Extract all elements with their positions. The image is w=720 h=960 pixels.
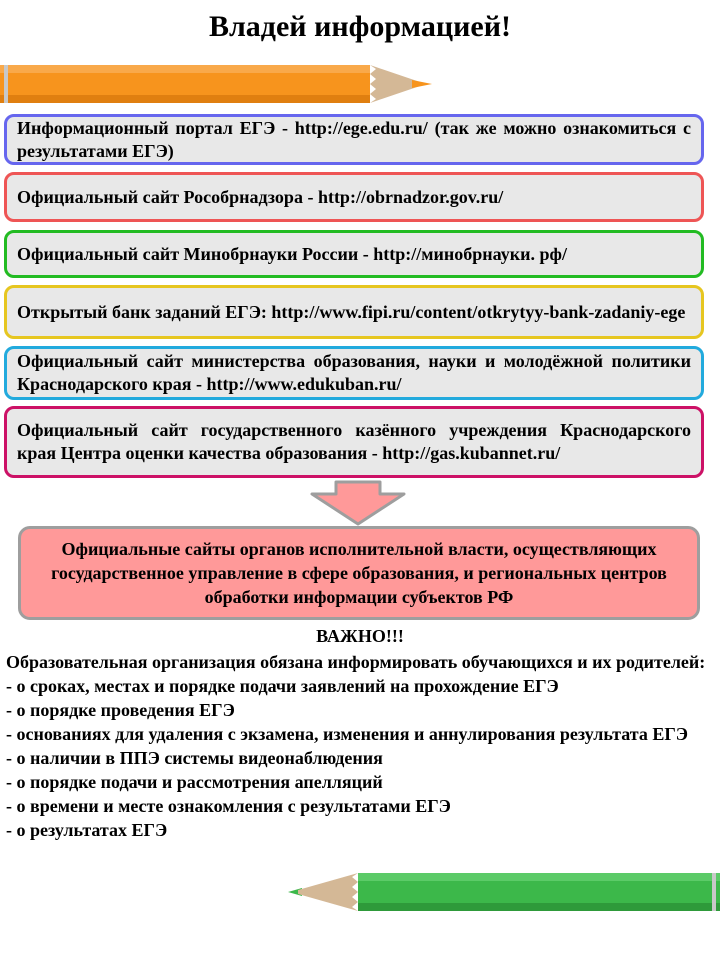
link-ege-portal-text: Информационный портал ЕГЭ - http://ege.edu.ru/ (так же можно ознакомиться с результатами ЕГЭ) — [17, 117, 691, 161]
important-item: - о порядке проведения ЕГЭ — [6, 700, 235, 720]
link-kubannet-text: Официальный сайт государственного казённого учреждения Краснодарского края Центра оценки качества образования - http://gas.kubannet.ru/ — [17, 420, 691, 463]
down-arrow-icon — [308, 480, 408, 526]
important-item: - о времени и месте ознакомления с результатами ЕГЭ — [6, 796, 451, 816]
link-obrnadzor — [4, 172, 704, 222]
important-intro: Образовательная организация обязана информировать обучающихся и их родителей: — [6, 652, 706, 672]
link-minobrnauki — [4, 230, 704, 278]
link-edukuban — [4, 346, 704, 400]
important-body — [6, 650, 706, 842]
summary-text: Официальные сайты органов исполнительной власти, осуществляющих государственное управление в сфере образования, и региональных центров обработки информации субъектов РФ — [51, 539, 667, 607]
link-kubannet — [4, 406, 704, 478]
link-obrnadzor-text: Официальный сайт Рособрнадзора - http://obrnadzor.gov.ru/ — [17, 186, 504, 207]
page-title: Владей информацией! — [208, 10, 512, 43]
important-item: - о сроках, местах и порядке подачи заявлений на прохождение ЕГЭ — [6, 676, 559, 696]
link-minobrnauki-text: Официальный сайт Минобрнауки России - http://минобрнауки. рф/ — [17, 243, 567, 264]
summary-box — [18, 526, 700, 620]
important-item: - о наличии в ППЭ системы видеонаблюдения — [6, 748, 383, 768]
important-item: - о результатах ЕГЭ — [6, 820, 168, 840]
link-ege-portal — [4, 114, 704, 165]
link-fipi — [4, 285, 704, 339]
link-fipi-text: Открытый банк заданий ЕГЭ: http://www.fipi.ru/content/otkrytyy-bank-zadaniy-ege — [17, 301, 686, 322]
important-heading: ВАЖНО!!! — [316, 626, 404, 646]
green-pencil-icon — [288, 872, 720, 912]
link-edukuban-text: Официальный сайт министерства образования, науки и молодёжной политики Краснодарского края - http://www.edukuban.ru/ — [17, 351, 691, 394]
important-item: - основаниях для удаления с экзамена, изменения и аннулирования результата ЕГЭ — [6, 724, 689, 744]
orange-pencil-icon — [0, 64, 440, 104]
important-item: - о порядке подачи и рассмотрения апелляций — [6, 772, 383, 792]
